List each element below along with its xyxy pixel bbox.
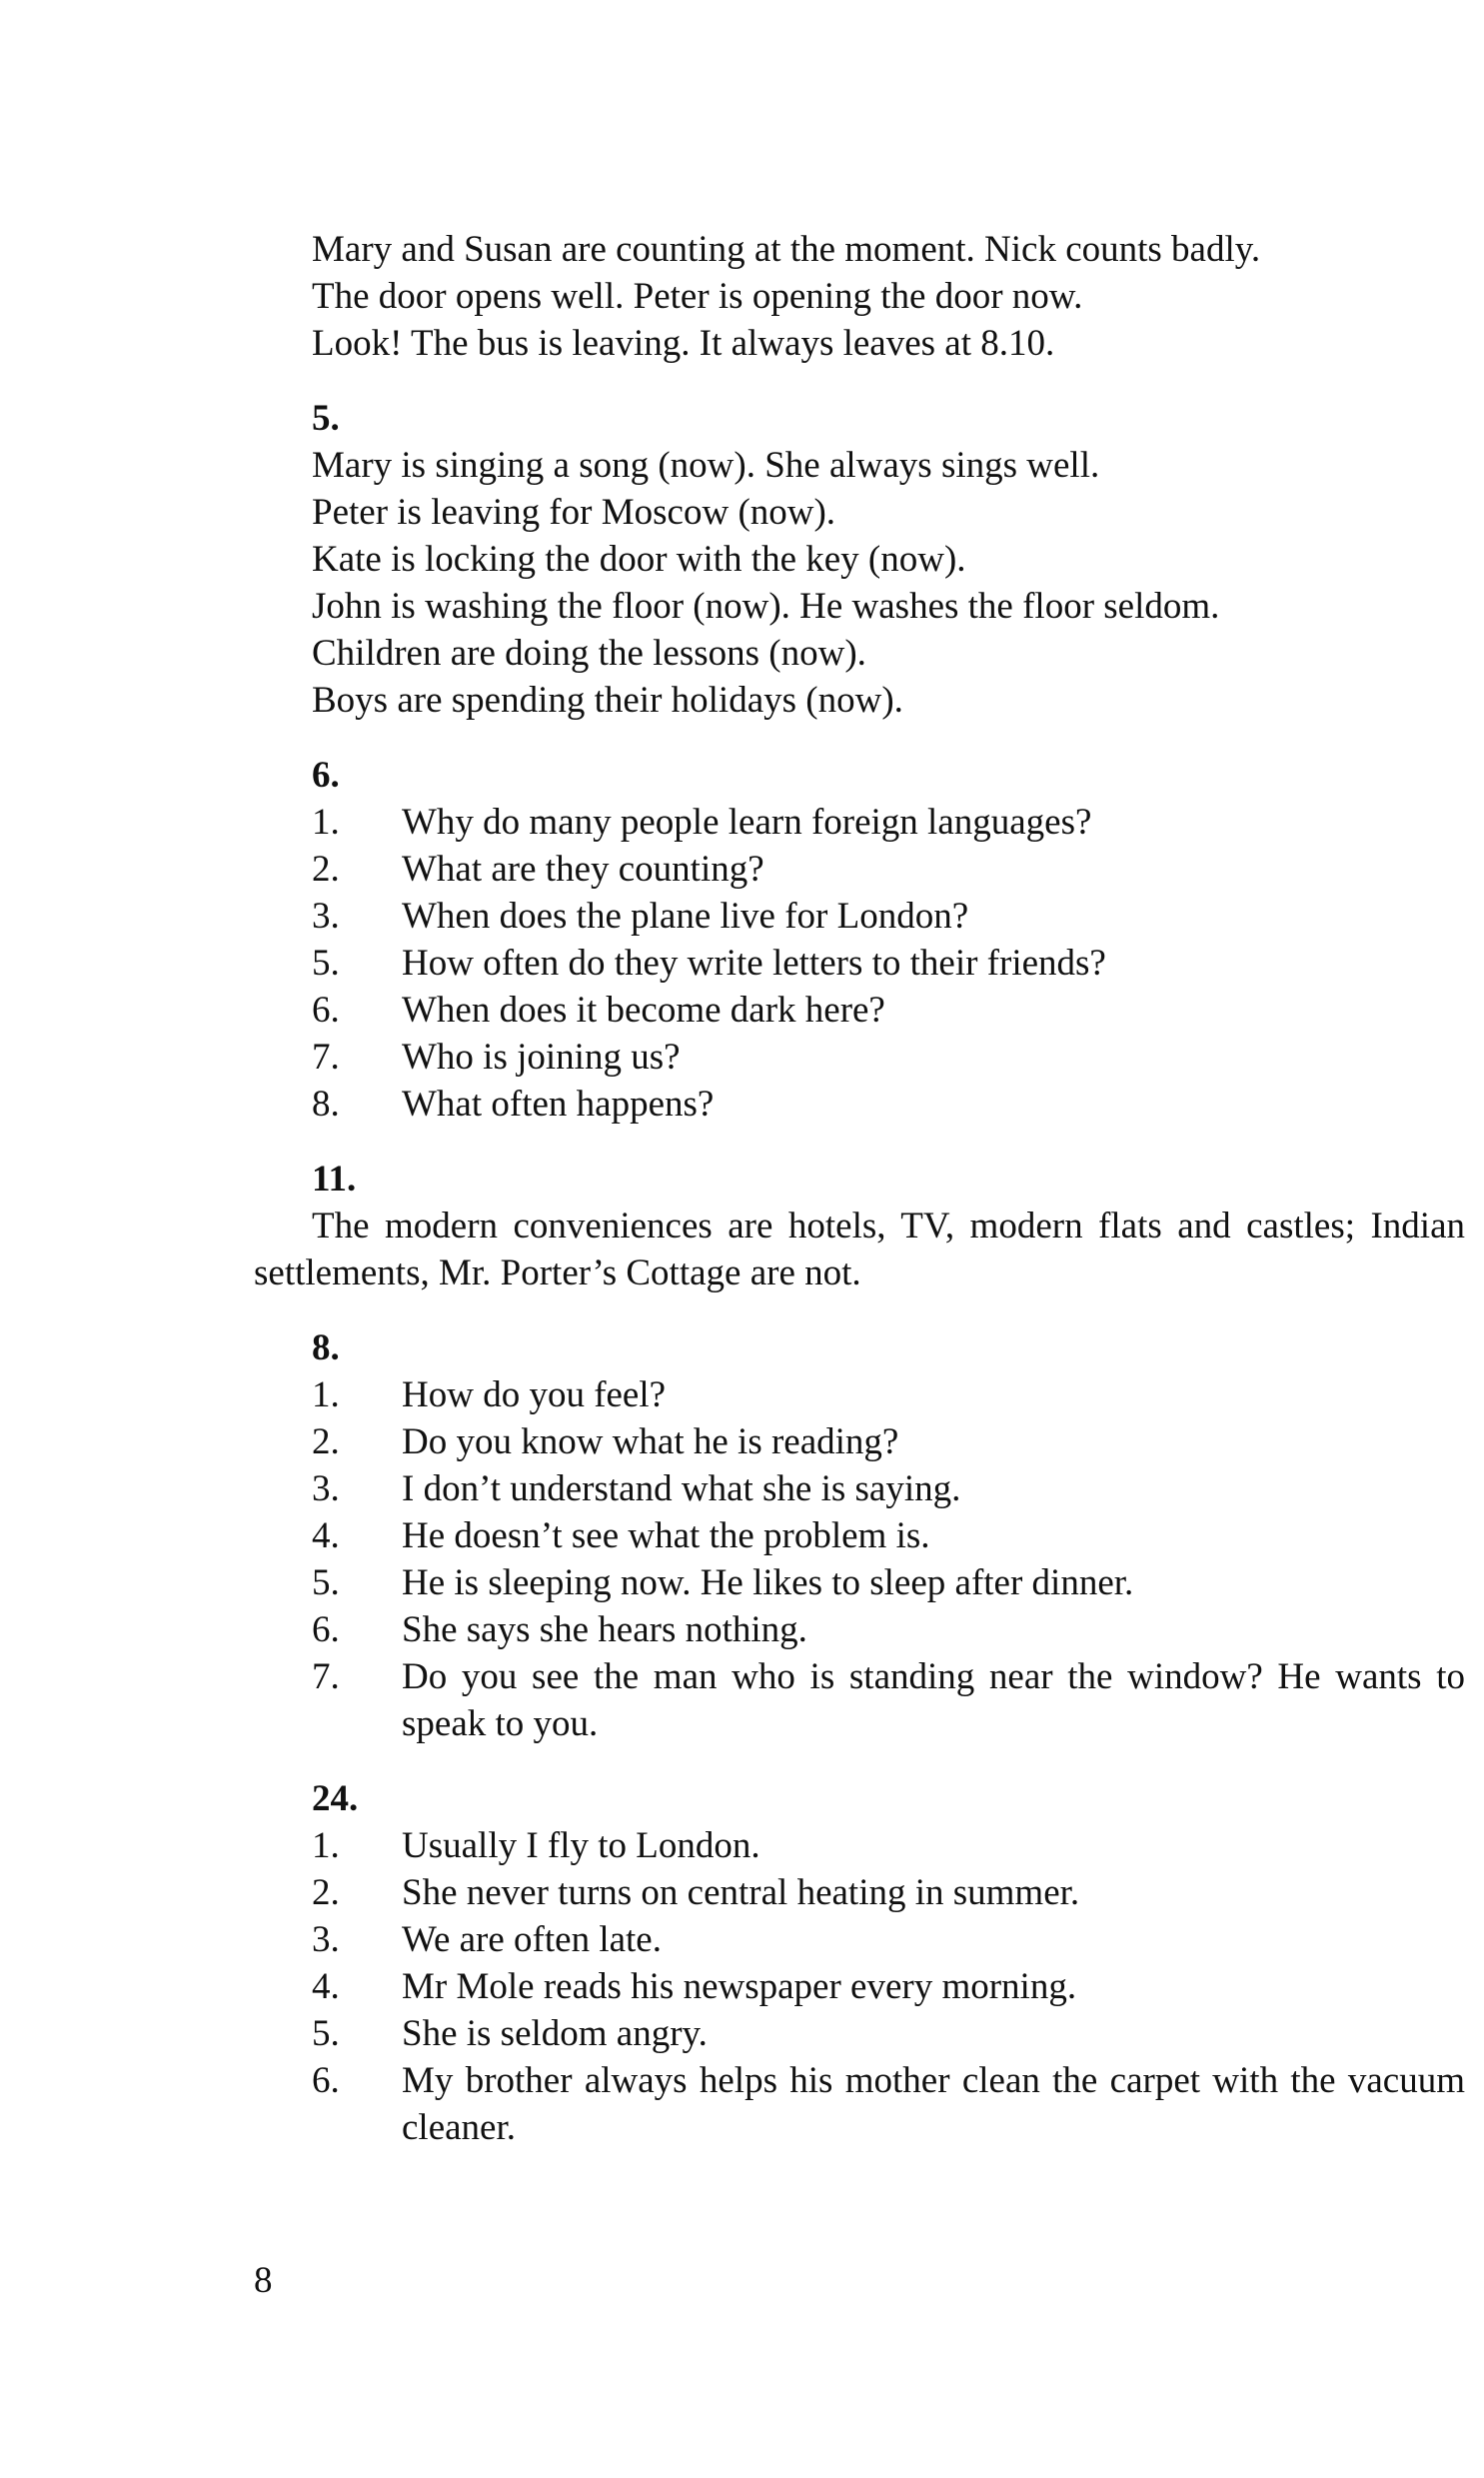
- item-text: Do you know what he is reading?: [402, 1421, 899, 1462]
- list-item: [254, 893, 1465, 940]
- paragraph: The modern conveniences are hotels, TV, modern flats and castles; Indian settlements, Mr. Porter’s Cottage are not.: [254, 1206, 1465, 1293]
- page-content: [254, 226, 1465, 2151]
- item-text: Mr Mole reads his newspaper every morning.: [402, 1966, 1077, 2007]
- text-line: John is washing the floor (now). He washes the floor seldom.: [312, 586, 1220, 627]
- item-number: 4.: [312, 1515, 340, 1556]
- list-item: [254, 1081, 1465, 1128]
- item-text: I don’t understand what she is saying.: [402, 1468, 961, 1509]
- section-24: [254, 1775, 1465, 2151]
- section-6: [254, 752, 1465, 1128]
- item-number: 6.: [312, 990, 340, 1031]
- section-heading: 6.: [312, 755, 340, 796]
- section-11: [254, 1156, 1465, 1296]
- section-8: [254, 1324, 1465, 1747]
- section-heading: 5.: [312, 398, 340, 439]
- item-text: My brother always helps his mother clean the carpet with the vacuum cleaner.: [402, 2060, 1465, 2148]
- list-item: [254, 940, 1465, 987]
- item-number: 6.: [312, 1609, 340, 1650]
- item-text: She is seldom angry.: [402, 2013, 708, 2054]
- item-text: How often do they write letters to their friends?: [402, 943, 1106, 984]
- section-heading: 8.: [312, 1327, 340, 1368]
- item-text: When does the plane live for London?: [402, 896, 969, 937]
- text-line: Mary and Susan are counting at the moment. Nick counts badly.: [312, 229, 1261, 270]
- list-item: [254, 2057, 1465, 2151]
- item-text: How do you feel?: [402, 1374, 667, 1415]
- item-number: 3.: [312, 1468, 340, 1509]
- list-item: [254, 2010, 1465, 2057]
- text-line: Boys are spending their holidays (now).: [312, 680, 903, 721]
- text-line: Kate is locking the door with the key (now).: [312, 539, 966, 580]
- list-item: [254, 1963, 1465, 2010]
- item-text: When does it become dark here?: [402, 990, 885, 1031]
- list-item: [254, 1653, 1465, 1747]
- item-text: Who is joining us?: [402, 1037, 681, 1078]
- list-item: [254, 1916, 1465, 1963]
- item-number: 3.: [312, 896, 340, 937]
- item-text: Do you see the man who is standing near the window? He wants to speak to you.: [402, 1656, 1465, 1744]
- item-text: She says she hears nothing.: [402, 1609, 807, 1650]
- item-number: 1.: [312, 1825, 340, 1866]
- item-number: 8.: [312, 1084, 340, 1125]
- item-text: Usually I fly to London.: [402, 1825, 760, 1866]
- item-number: 5.: [312, 943, 340, 984]
- item-number: 2.: [312, 1421, 340, 1462]
- item-text: We are often late.: [402, 1919, 662, 1960]
- item-text: What are they counting?: [402, 849, 764, 890]
- item-text: He is sleeping now. He likes to sleep after dinner.: [402, 1562, 1134, 1603]
- list-item: [254, 987, 1465, 1034]
- list-item: [254, 1606, 1465, 1653]
- list-item: [254, 1559, 1465, 1606]
- text-line: Children are doing the lessons (now).: [312, 633, 866, 674]
- list-item: [254, 1465, 1465, 1512]
- text-line: Look! The bus is leaving. It always leaves at 8.10.: [312, 323, 1055, 364]
- item-number: 7.: [312, 1656, 340, 1697]
- item-number: 1.: [312, 802, 340, 843]
- item-number: 7.: [312, 1037, 340, 1078]
- text-line: Mary is singing a song (now). She always sings well.: [312, 445, 1100, 486]
- list-item: [254, 1371, 1465, 1418]
- item-text: What often happens?: [402, 1084, 715, 1125]
- section-heading: 11.: [312, 1159, 357, 1200]
- item-number: 6.: [312, 2060, 340, 2101]
- item-number: 5.: [312, 1562, 340, 1603]
- list-item: [254, 1418, 1465, 1465]
- item-number: 3.: [312, 1919, 340, 1960]
- list-item: [254, 1034, 1465, 1081]
- text-line: The door opens well. Peter is opening the door now.: [312, 276, 1083, 317]
- item-number: 2.: [312, 1872, 340, 1913]
- intro-block: [254, 226, 1465, 367]
- item-number: 5.: [312, 2013, 340, 2054]
- item-number: 4.: [312, 1966, 340, 2007]
- list-item: [254, 1822, 1465, 1869]
- text-line: Peter is leaving for Moscow (now).: [312, 492, 836, 533]
- item-number: 2.: [312, 849, 340, 890]
- item-text: She never turns on central heating in summer.: [402, 1872, 1080, 1913]
- item-number: 1.: [312, 1374, 340, 1415]
- item-text: He doesn’t see what the problem is.: [402, 1515, 930, 1556]
- list-item: [254, 846, 1465, 893]
- list-item: [254, 799, 1465, 846]
- section-heading: 24.: [312, 1778, 359, 1819]
- item-text: Why do many people learn foreign languages?: [402, 802, 1092, 843]
- list-item: [254, 1512, 1465, 1559]
- section-5: [254, 395, 1465, 724]
- list-item: [254, 1869, 1465, 1916]
- page-number: 8: [254, 2260, 273, 2301]
